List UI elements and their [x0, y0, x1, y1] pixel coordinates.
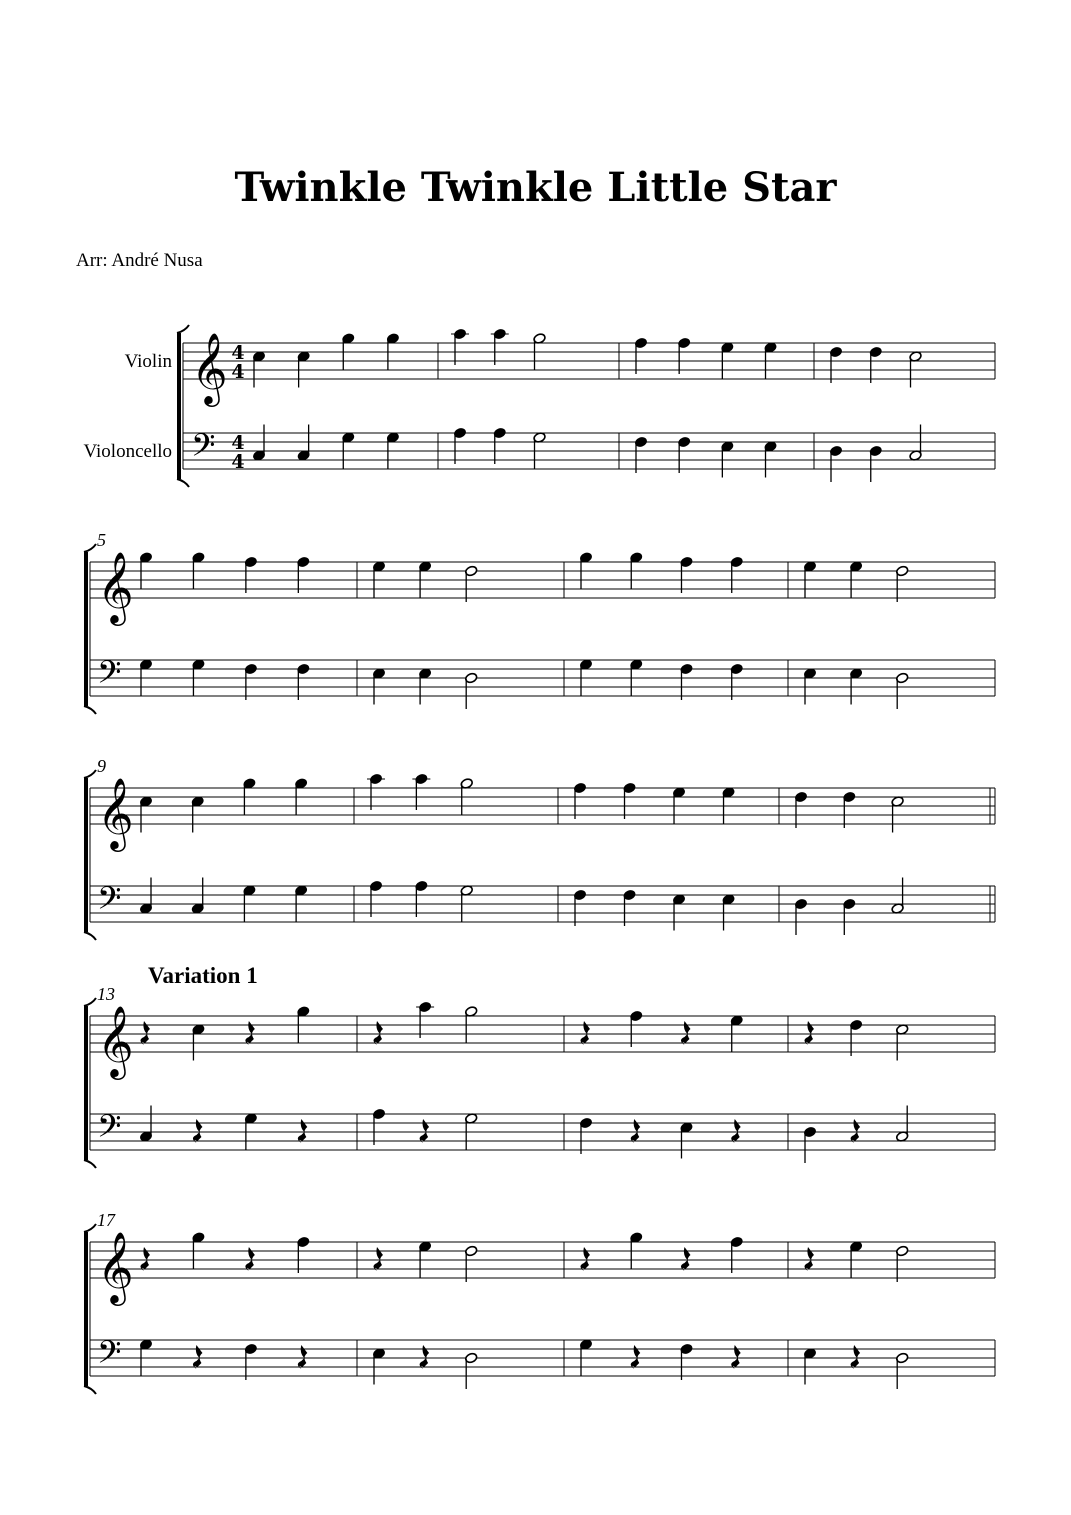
bass-clef-icon: 𝄢: [97, 880, 122, 924]
time-signature-denominator: 4: [231, 361, 245, 383]
bass-clef-icon: 𝄢: [191, 427, 216, 471]
measure-number: 13: [97, 984, 115, 1004]
treble-clef-icon: 𝄞: [97, 1004, 134, 1077]
bass-clef-icon: 𝄢: [97, 1334, 122, 1378]
bracket-hook: [84, 1160, 96, 1168]
instrument-label-violin: Violin: [124, 351, 172, 372]
instrument-label-cello: Violoncello: [83, 441, 172, 462]
bracket-hook: [177, 325, 189, 333]
score-title: Twinkle Twinkle Little Star: [234, 164, 837, 211]
arranger-credit: Arr: André Nusa: [76, 250, 203, 271]
bracket-hook: [84, 1224, 96, 1232]
measure-number: 5: [97, 530, 106, 550]
bass-clef-icon: 𝄢: [97, 1108, 122, 1152]
bracket-hook: [177, 479, 189, 487]
time-signature-numerator: 4: [231, 432, 245, 454]
treble-clef-icon: 𝄞: [191, 331, 228, 404]
bass-clef-icon: 𝄢: [97, 654, 122, 698]
bracket-hook: [84, 932, 96, 940]
measure-number: 9: [97, 756, 106, 776]
section-mark: Variation 1: [148, 963, 258, 988]
bracket-hook: [84, 706, 96, 714]
treble-clef-icon: 𝄞: [97, 776, 134, 849]
bracket-hook: [84, 770, 96, 778]
bracket-hook: [84, 1386, 96, 1394]
time-signature-denominator: 4: [231, 451, 245, 473]
bracket-hook: [84, 998, 96, 1006]
time-signature-numerator: 4: [231, 342, 245, 364]
treble-clef-icon: 𝄞: [97, 550, 134, 623]
bracket-hook: [84, 544, 96, 552]
measure-number: 17: [97, 1210, 115, 1230]
treble-clef-icon: 𝄞: [97, 1230, 134, 1303]
